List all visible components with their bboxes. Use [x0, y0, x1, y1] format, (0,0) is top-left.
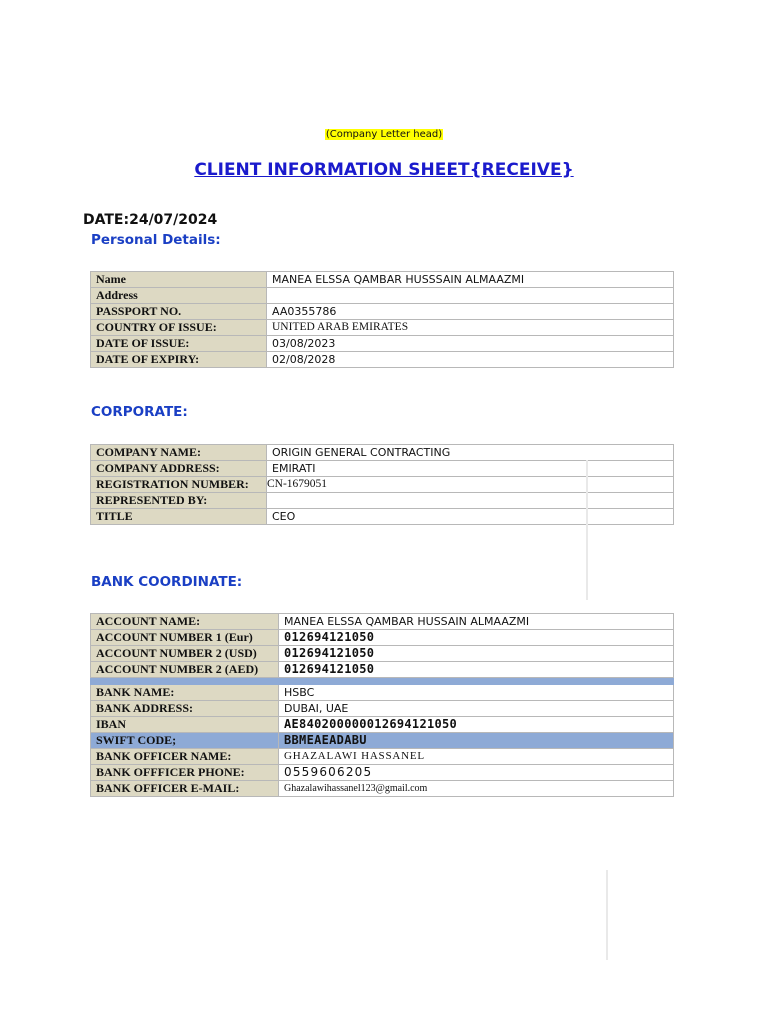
account-name-value: MANEA ELSSA QAMBAR HUSSAIN ALMAAZMI: [279, 614, 674, 630]
row-label: COMPANY NAME:: [91, 445, 267, 461]
table-row: [91, 733, 674, 749]
row-value: [267, 288, 674, 304]
table-row: [91, 701, 674, 717]
row-value: 02/08/2028: [267, 352, 674, 368]
officer-email-label: BANK OFFICER E-MAIL:: [91, 781, 279, 797]
account-number-2-usd-label: ACCOUNT NUMBER 2 (USD): [91, 646, 279, 662]
scan-artifact: [606, 870, 608, 960]
table-row: [91, 445, 674, 461]
row-value: MANEA ELSSA QAMBAR HUSSSAIN ALMAAZMI: [267, 272, 674, 288]
row-value: CN-1679051: [267, 477, 674, 493]
table-row: [91, 272, 674, 288]
officer-name-value: GHAZALAWI HASSANEL: [279, 749, 674, 765]
letterhead-note: [0, 129, 768, 140]
scan-artifact: [586, 460, 588, 600]
row-label: DATE OF ISSUE:: [91, 336, 267, 352]
table-row: [91, 646, 674, 662]
officer-phone-label: BANK OFFFICER PHONE:: [91, 765, 279, 781]
table-row: [91, 288, 674, 304]
table-row: [91, 304, 674, 320]
row-label: REGISTRATION NUMBER:: [91, 477, 267, 493]
row-label: TITLE: [91, 509, 267, 525]
row-label: COUNTRY OF ISSUE:: [91, 320, 267, 336]
row-value: 03/08/2023: [267, 336, 674, 352]
account-number-2-aed-value: 012694121050: [279, 662, 674, 678]
row-value: EMIRATI: [267, 461, 674, 477]
table-row: [91, 320, 674, 336]
iban-label: IBAN: [91, 717, 279, 733]
letterhead-note-text: (Company Letter head): [325, 129, 443, 140]
table-row: [91, 685, 674, 701]
row-label: COMPANY ADDRESS:: [91, 461, 267, 477]
row-label: Address: [91, 288, 267, 304]
table-row: [91, 614, 674, 630]
account-number-1-label: ACCOUNT NUMBER 1 (Eur): [91, 630, 279, 646]
account-number-2-aed-label: ACCOUNT NUMBER 2 (AED): [91, 662, 279, 678]
bank-name-value: HSBC: [279, 685, 674, 701]
row-value: UNITED ARAB EMIRATES: [267, 320, 674, 336]
officer-phone-value: 0559606205: [279, 765, 674, 781]
row-label: DATE OF EXPIRY:: [91, 352, 267, 368]
officer-name-label: BANK OFFICER NAME:: [91, 749, 279, 765]
account-number-2-usd-value: 012694121050: [279, 646, 674, 662]
row-label: PASSPORT NO.: [91, 304, 267, 320]
officer-email-value: Ghazalawihassanel123@gmail.com: [279, 781, 674, 797]
row-label: REPRESENTED BY:: [91, 493, 267, 509]
personal-details-heading: Personal Details:: [91, 232, 221, 248]
corporate-heading: CORPORATE:: [91, 404, 188, 420]
table-row: [91, 662, 674, 678]
row-value: AA0355786: [267, 304, 674, 320]
document-title: CLIENT INFORMATION SHEET{RECEIVE}: [194, 160, 574, 180]
separator-band: [91, 678, 674, 685]
table-row: [91, 717, 674, 733]
swift-code-value: BBMEAEADABU: [279, 733, 674, 749]
table-row: [91, 336, 674, 352]
bank-address-value: DUBAI, UAE: [279, 701, 674, 717]
bank-coordinate-heading: BANK COORDINATE:: [91, 574, 243, 590]
swift-code-label: SWIFT CODE;: [91, 733, 279, 749]
row-value: ORIGIN GENERAL CONTRACTING: [267, 445, 674, 461]
row-label: Name: [91, 272, 267, 288]
row-value: CEO: [267, 509, 674, 525]
iban-value: AE840200000012694121050: [279, 717, 674, 733]
table-row: [91, 749, 674, 765]
table-row: [91, 352, 674, 368]
document-date: DATE:24/07/2024: [83, 212, 218, 228]
separator-band-cell: [91, 678, 279, 685]
table-row: [91, 630, 674, 646]
account-number-1-value: 012694121050: [279, 630, 674, 646]
table-row: [91, 765, 674, 781]
bank-address-label: BANK ADDRESS:: [91, 701, 279, 717]
account-name-label: ACCOUNT NAME:: [91, 614, 279, 630]
separator-band-cell: [279, 678, 674, 685]
bank-name-label: BANK NAME:: [91, 685, 279, 701]
personal-details-table: [90, 271, 674, 368]
table-row: [91, 781, 674, 797]
bank-table: [90, 613, 674, 797]
row-value: [267, 493, 674, 509]
